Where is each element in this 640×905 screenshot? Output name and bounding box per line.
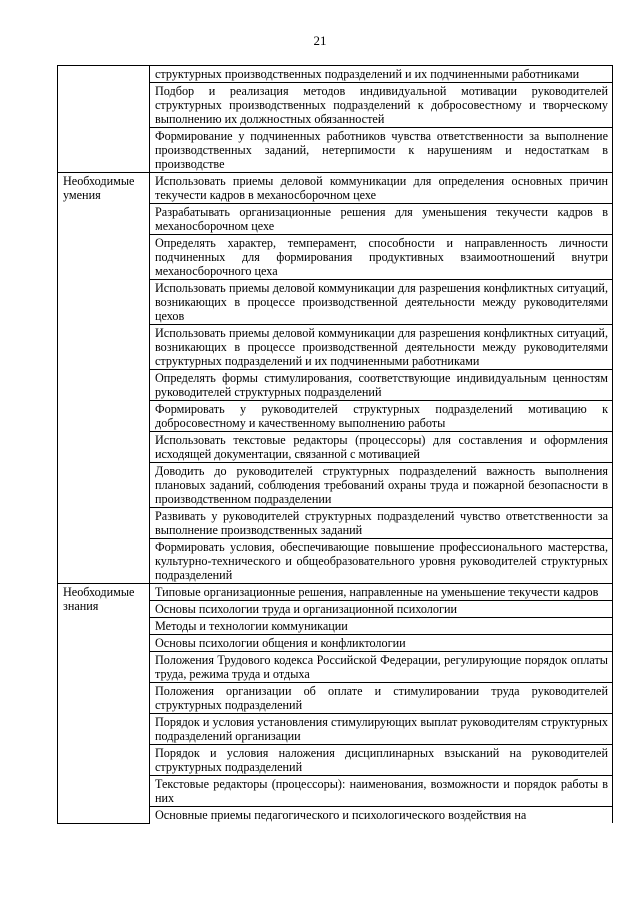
table-cell: Использовать приемы деловой коммуникации для разрешения конфликтных ситуаций, возникающих в процессе производственной деятельности между руководителями структурных подразделений и их подчиненными работниками: [150, 325, 613, 370]
table-cell: Подбор и реализация методов индивидуальной мотивации руководителей структурных производственных подразделений к добросовестному и творческому выполнению их должностных обязанностей: [150, 83, 613, 128]
page-number: 21: [313, 33, 327, 48]
table-cell: Использовать приемы деловой коммуникации для определения основных причин текучести кадров в механосборочном цехе: [150, 173, 613, 204]
table-cell: Основы психологии труда и организационной психологии: [150, 601, 613, 618]
table-cell: Развивать у руководителей структурных подразделений чувство ответственности за выполнение производственных заданий: [150, 508, 613, 539]
section-label: Необходимые умения: [58, 173, 150, 584]
table-cell: Порядок и условия установления стимулирующих выплат руководителям структурных подразделений организации: [150, 714, 613, 745]
table-cell: Формировать условия, обеспечивающие повышение профессионального мастерства, культурно-технического и общеобразовательного уровня руководителей структурных подразделений: [150, 539, 613, 584]
table-cell: Методы и технологии коммуникации: [150, 618, 613, 635]
table-cell: Основные приемы педагогического и психологического воздействия на: [150, 807, 613, 824]
table-cell: Текстовые редакторы (процессоры): наименования, возможности и порядок работы в них: [150, 776, 613, 807]
section-label: [58, 66, 150, 173]
section-label: Необходимые знания: [58, 584, 150, 824]
table-cell: Формирование у подчиненных работников чувства ответственности за выполнение производственных заданий, нетерпимости к нарушениям и недостаткам в производстве: [150, 128, 613, 173]
table-cell: Определять характер, темперамент, способности и направленность личности подчиненных для формирования продуктивных взаимоотношений внутри механосборочного цеха: [150, 235, 613, 280]
table-cell: структурных производственных подразделений и их подчиненными работниками: [150, 66, 613, 83]
table-row: [58, 66, 613, 83]
table-cell: Формировать у руководителей структурных подразделений мотивацию к добросовестному и качественному выполнению работы: [150, 401, 613, 432]
table-row: [58, 173, 613, 204]
table-cell: Положения Трудового кодекса Российской Федерации, регулирующие порядок оплаты труда, режима труда и отдыха: [150, 652, 613, 683]
table-cell: Использовать приемы деловой коммуникации для разрешения конфликтных ситуаций, возникающих в процессе производственной деятельности между руководителями цехов: [150, 280, 613, 325]
table-cell: Разрабатывать организационные решения для уменьшения текучести кадров в механосборочном цехе: [150, 204, 613, 235]
competency-table: [57, 65, 613, 824]
table-cell: Основы психологии общения и конфликтологии: [150, 635, 613, 652]
table-cell: Использовать текстовые редакторы (процессоры) для составления и оформления исходящей документации, связанной с мотивацией: [150, 432, 613, 463]
table-cell: Положения организации об оплате и стимулировании труда руководителей структурных подразделений: [150, 683, 613, 714]
table-cell: Определять формы стимулирования, соответствующие индивидуальным ценностям руководителей структурных подразделений: [150, 370, 613, 401]
table-cell: Порядок и условия наложения дисциплинарных взысканий на руководителей структурных подразделений: [150, 745, 613, 776]
table-cell: Доводить до руководителей структурных подразделений важность выполнения плановых заданий, соблюдения требований охраны труда и пожарной безопасности в производственном подразделении: [150, 463, 613, 508]
table-row: [58, 584, 613, 601]
table-cell: Типовые организационные решения, направленные на уменьшение текучести кадров: [150, 584, 613, 601]
